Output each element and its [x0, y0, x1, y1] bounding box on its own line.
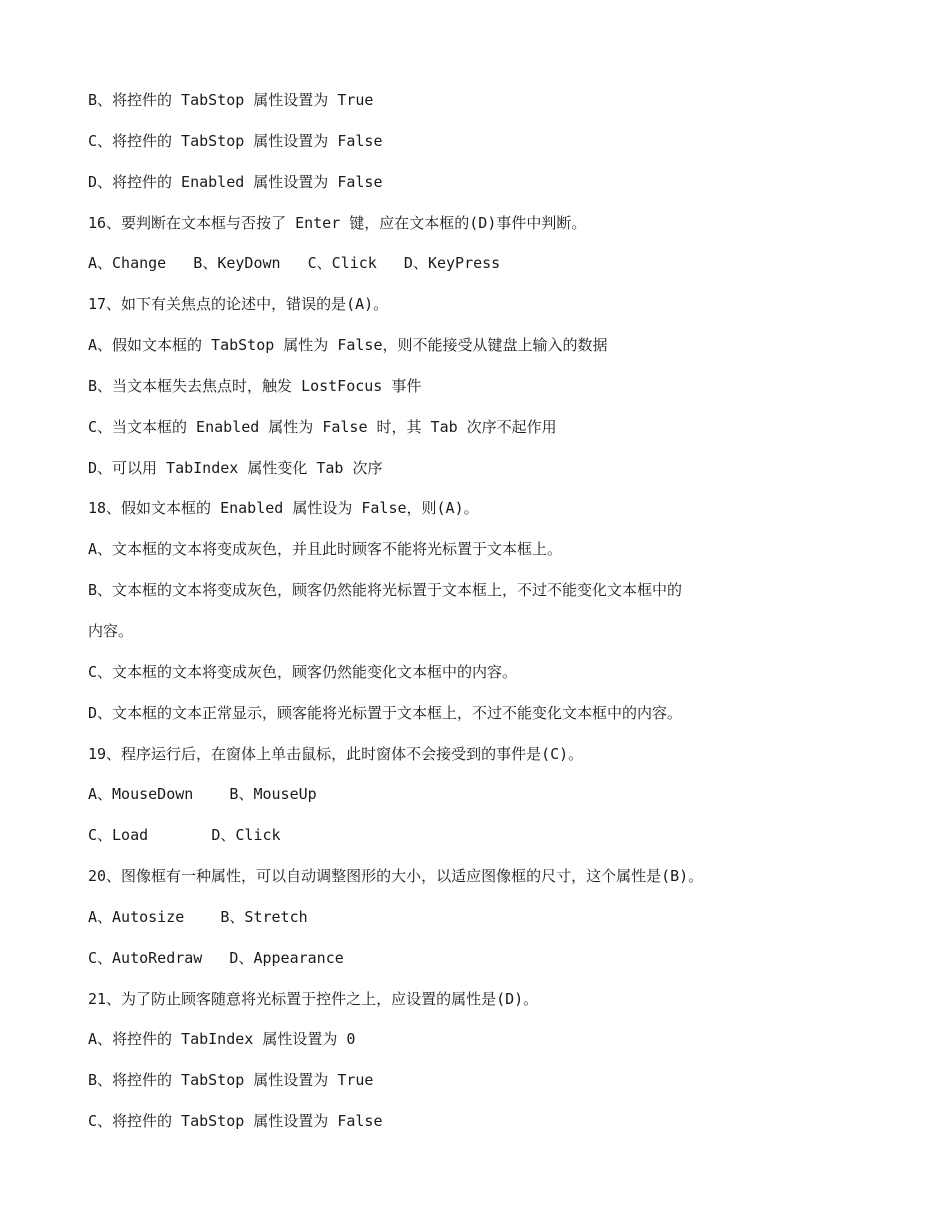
question-20: 20、图像框有一种属性，可以自动调整图形的大小，以适应图像框的尺寸，这个属性是(B)。 [88, 867, 704, 886]
question-17-option-a: A、假如文本框的 TabStop 属性为 False，则不能接受从键盘上输入的数据 [88, 336, 608, 355]
question-18-option-d: D、文本框的文本正常显示，顾客能将光标置于文本框上，不过不能变化文本框中的内容。 [88, 703, 683, 722]
question-17-option-b: B、当文本框失去焦点时，触发 LostFocus 事件 [88, 376, 422, 395]
question-19: 19、程序运行后，在窗体上单击鼠标，此时窗体不会接受到的事件是(C)。 [88, 744, 584, 763]
question-18-option-b: B、文本框的文本将变成灰色，顾客仍然能将光标置于文本框上，不过不能变化文本框中的 [88, 581, 683, 600]
question-21-option-b: B、将控件的 TabStop 属性设置为 True [88, 1071, 374, 1090]
question-20-options-cd: C、AutoRedraw D、Appearance [88, 948, 344, 967]
question-16: 16、要判断在文本框与否按了 Enter 键，应在文本框的(D)事件中判断。 [88, 213, 587, 232]
question-21: 21、为了防止顾客随意将光标置于控件之上，应设置的属性是(D)。 [88, 989, 539, 1008]
question-17: 17、如下有关焦点的论述中，错误的是(A)。 [88, 295, 389, 314]
question-19-options-cd: C、Load D、Click [88, 826, 281, 845]
option-b-tabstop-true: B、将控件的 TabStop 属性设置为 True [88, 91, 374, 109]
document-body [88, 86, 868, 1148]
question-18-option-b-continued: 内容。 [88, 621, 134, 640]
question-17-option-d: D、可以用 TabIndex 属性变化 Tab 次序 [88, 458, 383, 477]
option-c-tabstop-false: C、将控件的 TabStop 属性设置为 False [88, 131, 383, 150]
question-18-option-c: C、文本框的文本将变成灰色，顾客仍然能变化文本框中的内容。 [88, 662, 518, 681]
question-19-options-ab: A、MouseDown B、MouseUp [88, 785, 317, 804]
question-21-option-a: A、将控件的 TabIndex 属性设置为 0 [88, 1030, 356, 1049]
question-18: 18、假如文本框的 Enabled 属性设为 False，则(A)。 [88, 499, 479, 518]
question-16-options: A、Change B、KeyDown C、Click D、KeyPress [88, 254, 501, 273]
question-20-options-ab: A、Autosize B、Stretch [88, 907, 308, 926]
question-17-option-c: C、当文本框的 Enabled 属性为 False 时，其 Tab 次序不起作用 [88, 417, 557, 436]
option-d-enabled-false: D、将控件的 Enabled 属性设置为 False [88, 172, 383, 191]
question-21-option-c: C、将控件的 TabStop 属性设置为 False [88, 1112, 383, 1131]
question-18-option-a: A、文本框的文本将变成灰色，并且此时顾客不能将光标置于文本框上。 [88, 540, 563, 559]
